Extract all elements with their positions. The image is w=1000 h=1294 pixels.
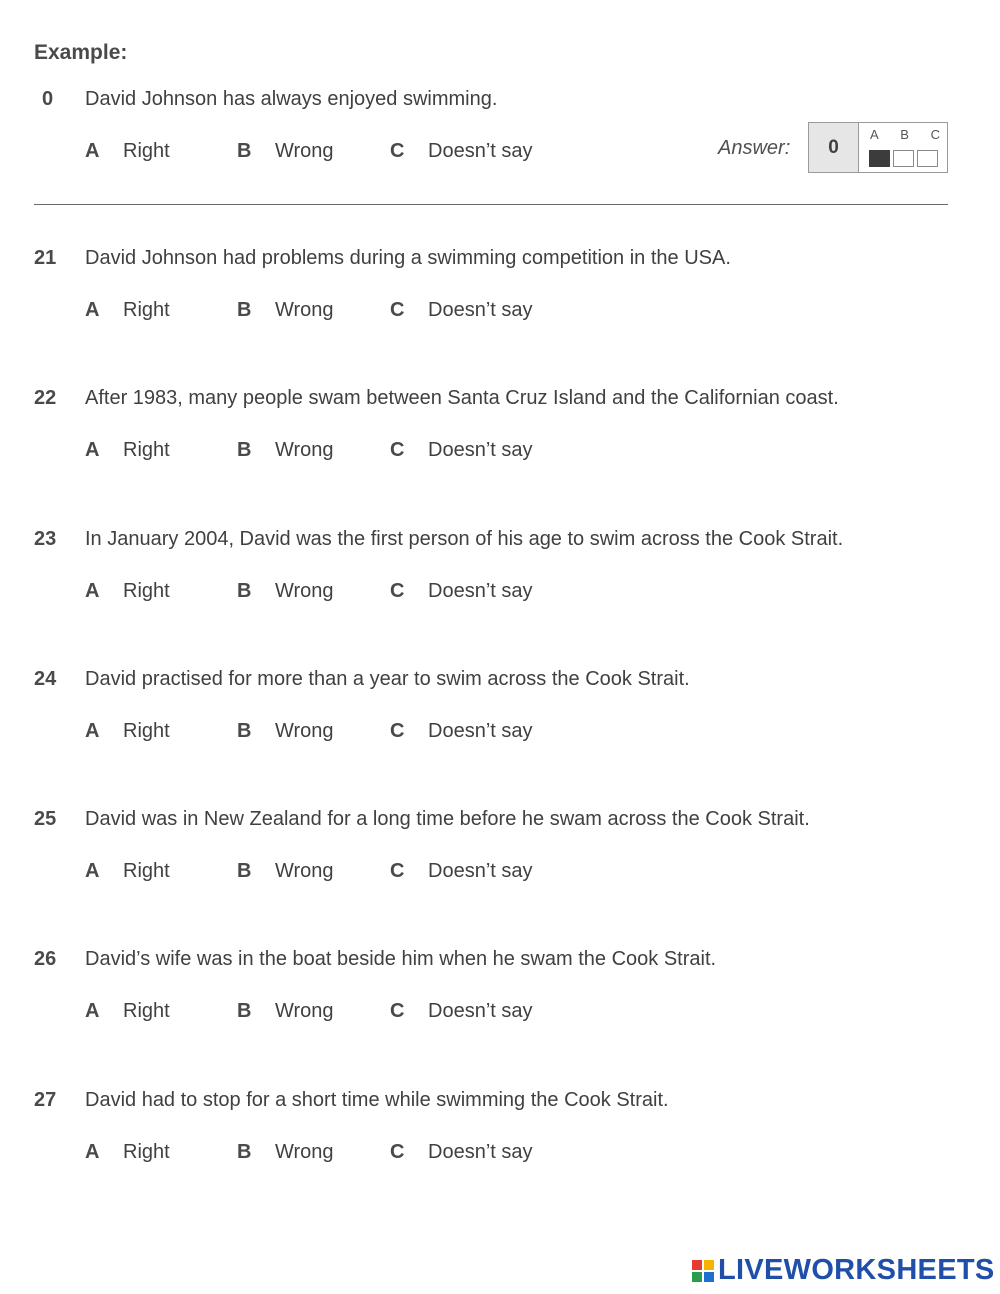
option-label: Right	[123, 860, 170, 882]
option-label: Wrong	[275, 1000, 334, 1022]
option-label: Right	[123, 140, 170, 162]
option-letter: C	[390, 299, 405, 321]
question-text: David Johnson had problems during a swimming competition in the USA.	[85, 247, 731, 269]
question-27	[0, 1089, 1000, 1199]
option-letter: C	[390, 580, 405, 602]
option-letter: A	[85, 1141, 100, 1163]
option-a[interactable]	[85, 580, 170, 603]
option-label: Wrong	[275, 720, 334, 742]
option-label: Right	[123, 720, 170, 742]
section-divider	[34, 204, 948, 205]
question-text: David was in New Zealand for a long time before he swam across the Cook Strait.	[85, 808, 810, 830]
option-label: Right	[123, 580, 170, 602]
logo-square	[692, 1260, 702, 1270]
question-number: 0	[42, 88, 54, 110]
answer-box-c	[917, 150, 938, 167]
question-24	[0, 668, 1000, 778]
logo-text: LIVEWORKSHEETS	[718, 1254, 995, 1286]
option-letter: B	[237, 140, 252, 162]
option-letter: A	[85, 1000, 100, 1022]
option-b[interactable]	[237, 439, 334, 462]
option-label: Right	[123, 1141, 170, 1163]
option-letter: B	[237, 860, 252, 882]
answer-letter-labels	[870, 127, 940, 142]
option-letter: A	[85, 720, 100, 742]
option-c[interactable]	[390, 439, 533, 462]
option-letter: B	[237, 580, 252, 602]
option-letter: C	[390, 720, 405, 742]
answer-letter-b: B	[900, 127, 909, 142]
option-c[interactable]	[390, 720, 533, 743]
example-answer-box	[808, 122, 948, 173]
option-b[interactable]	[237, 1141, 334, 1164]
option-letter: C	[390, 860, 405, 882]
answer-box-b	[893, 150, 914, 167]
option-letter: A	[85, 299, 100, 321]
option-c[interactable]	[390, 1141, 533, 1164]
liveworksheets-logo[interactable]	[692, 1254, 995, 1287]
option-b	[237, 140, 334, 163]
option-letter: B	[237, 720, 252, 742]
option-letter: A	[85, 140, 100, 162]
liveworksheets-logo-icon	[692, 1260, 714, 1282]
option-b[interactable]	[237, 860, 334, 883]
option-label: Doesn’t say	[428, 299, 533, 321]
option-letter: A	[85, 439, 100, 461]
question-text: After 1983, many people swam between Santa Cruz Island and the Californian coast.	[85, 387, 839, 409]
logo-square	[704, 1272, 714, 1282]
option-letter: C	[390, 439, 405, 461]
question-text: David had to stop for a short time while swimming the Cook Strait.	[85, 1089, 669, 1111]
option-letter: C	[390, 1000, 405, 1022]
option-label: Doesn’t say	[428, 140, 533, 162]
option-label: Doesn’t say	[428, 439, 533, 461]
option-label: Doesn’t say	[428, 720, 533, 742]
option-label: Doesn’t say	[428, 860, 533, 882]
question-26	[0, 948, 1000, 1058]
option-label: Right	[123, 439, 170, 461]
option-label: Right	[123, 299, 170, 321]
question-number: 22	[34, 387, 57, 409]
option-a[interactable]	[85, 860, 170, 883]
answer-box-a-filled	[869, 150, 890, 167]
option-a[interactable]	[85, 720, 170, 743]
option-letter: B	[237, 299, 252, 321]
question-23	[0, 528, 1000, 638]
option-a[interactable]	[85, 1141, 170, 1164]
option-c	[390, 140, 533, 163]
answer-letter-c: C	[930, 127, 940, 142]
option-letter: A	[85, 860, 100, 882]
question-number: 25	[34, 808, 57, 830]
question-number: 21	[34, 247, 57, 269]
answer-label: Answer:	[718, 137, 791, 159]
option-label: Wrong	[275, 580, 334, 602]
question-number: 24	[34, 668, 57, 690]
option-label: Doesn’t say	[428, 1000, 533, 1022]
option-letter: A	[85, 580, 100, 602]
answer-letter-a: A	[870, 127, 879, 142]
question-number: 27	[34, 1089, 57, 1111]
question-text: David’s wife was in the boat beside him when he swam the Cook Strait.	[85, 948, 717, 970]
question-text: David practised for more than a year to swim across the Cook Strait.	[85, 668, 690, 690]
option-b[interactable]	[237, 580, 334, 603]
option-a[interactable]	[85, 439, 170, 462]
option-c[interactable]	[390, 299, 533, 322]
option-c[interactable]	[390, 580, 533, 603]
option-c[interactable]	[390, 1000, 533, 1023]
logo-square	[692, 1272, 702, 1282]
question-25	[0, 808, 1000, 918]
question-number: 23	[34, 528, 57, 550]
option-letter: B	[237, 1000, 252, 1022]
option-label: Doesn’t say	[428, 580, 533, 602]
option-c[interactable]	[390, 860, 533, 883]
option-label: Wrong	[275, 299, 334, 321]
answer-boxes	[869, 150, 938, 167]
example-heading: Example:	[34, 41, 128, 64]
answer-number: 0	[809, 123, 859, 172]
option-b[interactable]	[237, 1000, 334, 1023]
option-a	[85, 140, 170, 163]
option-a[interactable]	[85, 1000, 170, 1023]
option-b[interactable]	[237, 299, 334, 322]
option-label: Wrong	[275, 439, 334, 461]
option-letter: C	[390, 1141, 405, 1163]
option-label: Doesn’t say	[428, 1141, 533, 1163]
option-b[interactable]	[237, 720, 334, 743]
question-22	[0, 387, 1000, 497]
option-a[interactable]	[85, 299, 170, 322]
question-21	[0, 247, 1000, 357]
option-label: Wrong	[275, 140, 334, 162]
question-text: David Johnson has always enjoyed swimming.	[85, 88, 498, 110]
logo-square	[704, 1260, 714, 1270]
option-letter: B	[237, 439, 252, 461]
option-label: Right	[123, 1000, 170, 1022]
option-letter: C	[390, 140, 405, 162]
option-label: Wrong	[275, 1141, 334, 1163]
option-label: Wrong	[275, 860, 334, 882]
option-letter: B	[237, 1141, 252, 1163]
question-number: 26	[34, 948, 57, 970]
question-text: In January 2004, David was the first person of his age to swim across the Cook Strait.	[85, 528, 844, 550]
